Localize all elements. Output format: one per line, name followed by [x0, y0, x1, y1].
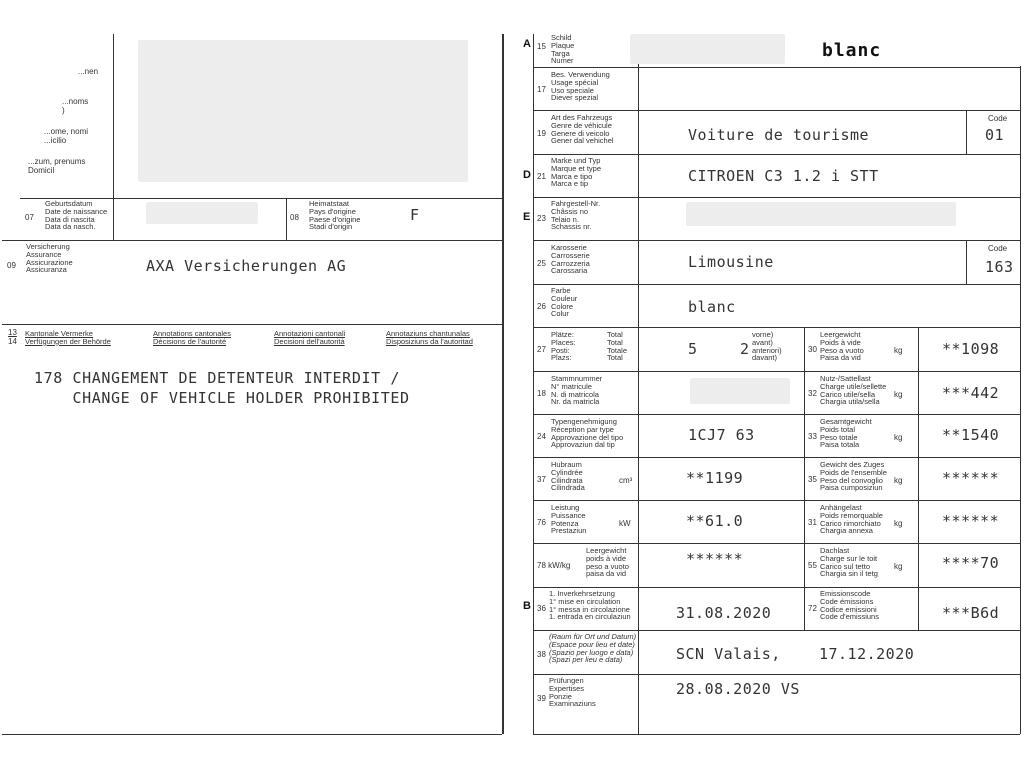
letter-a: A — [523, 38, 531, 50]
owner-label-4: ...zum, prenums Domicil — [28, 158, 86, 175]
f23-num: 23 — [537, 214, 546, 223]
f26-label: Farbe Couleur Colore Colur — [551, 287, 578, 319]
letter-b: B — [523, 600, 531, 612]
f37-label: Hubraum Cylindrée Cilindrata Cilindrada — [551, 461, 585, 493]
row-sep-13 — [533, 587, 1020, 588]
f30-unit: kg — [894, 346, 903, 355]
row-sep-14 — [533, 630, 1020, 631]
f33-label: Gesamtgewicht Poids total Peso totale Paisa totala — [820, 418, 872, 450]
insurance-label: Versicherung Assurance Assicurazione Assicuranza — [26, 243, 73, 275]
home-num: 08 — [290, 213, 299, 222]
code-box-25-divider — [966, 240, 967, 284]
f36-label: 1. Inverkehrsetzung 1° mise en circulation 1° messa in circolazione 1. entrada en circulaziun — [549, 590, 631, 622]
f72-num: 72 — [808, 604, 817, 613]
f21-label: Marke und Typ Marque et type Marca e tipo Marca e tip — [551, 157, 602, 189]
f33-num: 33 — [808, 432, 817, 441]
f25-code: 163 — [985, 258, 1014, 276]
owner-label-3: ...ome, nomi ...icilio — [44, 128, 89, 145]
f78-label: Leergewicht poids à vide peso a vuoto paisa da vid — [586, 547, 629, 579]
row-sep-12 — [533, 543, 1020, 544]
row-sep-15 — [533, 674, 1020, 675]
f37-value: **1199 — [686, 469, 744, 487]
f15-label: Schild Plaque Targa Numer — [551, 34, 575, 66]
f35-unit: kg — [894, 476, 903, 485]
f26-num: 26 — [537, 302, 546, 311]
f36-value: 31.08.2020 — [676, 604, 772, 622]
f39-label: Prüfungen Expertises Ponzie Examinaziuns — [549, 677, 596, 709]
f23-label: Fahrgestell-Nr. Châssis no Telaio n. Schassis nr. — [551, 200, 601, 232]
f24-num: 24 — [537, 432, 546, 441]
left-hline-2 — [2, 240, 502, 241]
f25-value: Limousine — [688, 253, 774, 271]
f55-label: Dachlast Charge sur le toit Carico sul tetto Chargia sin il tetg — [820, 547, 878, 579]
f35-num: 35 — [808, 475, 817, 484]
f76-unit: kW — [619, 519, 631, 528]
row-sep-9 — [533, 414, 1020, 415]
mid-col-left — [804, 327, 805, 630]
f21-value: CITROEN C3 1.2 i STT — [688, 167, 879, 185]
f78-num: 78 kW/kg — [537, 561, 571, 570]
vin-redacted — [686, 202, 956, 226]
f35-label: Gewicht des Zuges Poids de l'ensemble Peso del convoglio Paisa cumposiziun — [820, 461, 887, 493]
right-outer-edge — [1020, 66, 1021, 734]
f35-value: ****** — [942, 469, 1000, 487]
letter-e: E — [523, 211, 531, 223]
row-sep-7 — [533, 327, 1020, 328]
f38-label: (Raum für Ort und Datum) (Espace pour lieu et date) (Spazio per luogo e data) (Spazi per lieu e data) — [549, 633, 637, 665]
f39-value: 28.08.2020 VS — [676, 680, 800, 698]
left-hline-3 — [2, 324, 502, 325]
f31-label: Anhängelast Poids remorquable Carico rimorchiato Chargia annexa — [820, 504, 883, 536]
f27-label: Plätze: Places: Posti: Plazs: — [551, 331, 576, 363]
f55-num: 55 — [808, 561, 817, 570]
f30-value: **1098 — [942, 340, 1000, 358]
row-sep-2 — [533, 110, 1020, 111]
f18-label: Stammnummer N° matricule N. di matricola Nr. da matricla — [551, 375, 603, 407]
f27-num: 27 — [537, 345, 546, 354]
mid-col-right — [918, 327, 919, 630]
f24-value: 1CJ7 63 — [688, 426, 755, 444]
home-divider — [286, 198, 287, 240]
f19-code-label: Code — [988, 114, 1008, 123]
row-sep-4 — [533, 197, 1020, 198]
owner-label-1: ...nen — [78, 68, 99, 76]
left-top-vertical — [113, 34, 114, 198]
center-fold — [502, 34, 504, 734]
letter-d: D — [523, 169, 531, 181]
f32-value: ***442 — [942, 384, 1000, 402]
f36-num: 36 — [537, 604, 546, 613]
row-sep-3 — [533, 154, 1020, 155]
left-hline-1 — [20, 198, 502, 199]
f76-label: Leistung Puissance Potenza Prestaziun — [551, 504, 587, 536]
home-value: F — [410, 206, 420, 224]
matricule-redacted — [690, 378, 790, 404]
f19-label: Art des Fahrzeugs Genre de véhicule Genere di veicolo Gener dal vehichel — [551, 114, 614, 146]
insurance-num: 09 — [7, 261, 16, 270]
f72-value: ***B6d — [942, 604, 1000, 622]
f72-label: Emissionscode Code émissions Codice emissioni Code d'emissiuns — [820, 590, 879, 622]
f27-front-label: vorne) avant) anteriori) davant) — [752, 331, 782, 363]
f25-code-label: Code — [988, 244, 1008, 253]
f32-label: Nutz-/Sattellast Charge utile/sellette Carico utile/sella Chargia utila/sella — [820, 375, 887, 407]
code-box-19-divider — [966, 110, 967, 154]
row-sep-5 — [533, 240, 1020, 241]
f19-value: Voiture de tourisme — [688, 126, 870, 144]
f30-label: Leergewicht Poids à vide Peso a vuoto Paisa da vid — [820, 331, 864, 363]
owner-label-2: ...noms ) — [62, 98, 89, 115]
f15-num: 15 — [537, 42, 546, 51]
row-sep-8 — [533, 371, 1020, 372]
remarks-header-it: Annotazioni cantonali Decisioni dell'autorità — [274, 330, 346, 346]
birth-label: Geburtsdatum Date de naissance Data di nascita Data da nasch. — [45, 200, 108, 232]
owner-redacted — [138, 40, 468, 182]
remarks-num-14: 14 — [8, 337, 17, 346]
f55-value: ****70 — [942, 554, 1000, 572]
birth-redacted — [146, 202, 258, 224]
f31-unit: kg — [894, 519, 903, 528]
f21-num: 21 — [537, 172, 546, 181]
f76-value: **61.0 — [686, 512, 744, 530]
f39-num: 39 — [537, 694, 546, 703]
f19-code: 01 — [985, 126, 1005, 144]
f27-front-value: 2 — [740, 340, 750, 358]
remarks-note: 178 CHANGEMENT DE DETENTEUR INTERDIT / CHANGE OF VEHICLE HOLDER PROHIBITED — [34, 369, 410, 407]
f38-value: SCN Valais, 17.12.2020 — [676, 645, 915, 663]
birth-divider — [113, 198, 114, 240]
f33-unit: kg — [894, 433, 903, 442]
birth-num: 07 — [25, 213, 34, 222]
remarks-header-de: Kantonale Vermerke Verfügungen der Behörde — [25, 330, 111, 346]
f26-value: blanc — [688, 298, 736, 316]
row-sep-11 — [533, 500, 1020, 501]
right-label-col-right — [638, 34, 639, 734]
remarks-header-fr: Annotations cantonales Décisions de l'autorité — [153, 330, 231, 346]
f37-num: 37 — [537, 475, 546, 484]
f76-num: 76 — [537, 518, 546, 527]
f24-label: Typengenehmigung Réception par type Approvazione del tipo Approvaziun dal tip — [551, 418, 624, 450]
f27-label-total: Total Total Totale Total — [607, 331, 628, 363]
f31-num: 31 — [808, 518, 817, 527]
f15-value: blanc — [822, 40, 882, 61]
f19-num: 19 — [537, 129, 546, 138]
f78-value: ****** — [686, 550, 744, 568]
row-sep-16 — [533, 734, 1020, 735]
f30-num: 30 — [808, 345, 817, 354]
remarks-num-13: 13 — [8, 328, 17, 337]
row-sep-10 — [533, 457, 1020, 458]
home-label: Heimatstaat Pays d'origine Paese d'origine Stadi d'origin — [309, 200, 361, 232]
f33-value: **1540 — [942, 426, 1000, 444]
f55-unit: kg — [894, 562, 903, 571]
f32-unit: kg — [894, 390, 903, 399]
f25-num: 25 — [537, 259, 546, 268]
row-sep-6 — [533, 284, 1020, 285]
f37-unit: cm³ — [619, 476, 633, 485]
f31-value: ****** — [942, 512, 1000, 530]
f17-label: Bes. Verwendung Usage spécial Uso speciale Diever spezial — [551, 71, 610, 103]
row-sep-1 — [533, 67, 1020, 68]
f18-num: 18 — [537, 389, 546, 398]
f27-value: 5 — [688, 340, 698, 358]
remarks-header-rm: Annotaziuns chantunalas Disposiziuns da l'autoritad — [386, 330, 473, 346]
plate-redacted — [630, 34, 785, 64]
f38-num: 38 — [537, 650, 546, 659]
insurance-value: AXA Versicherungen AG — [146, 257, 347, 275]
f32-num: 32 — [808, 389, 817, 398]
left-bottom-line — [2, 734, 502, 735]
right-label-col-left — [533, 34, 534, 734]
f17-num: 17 — [537, 85, 546, 94]
f25-label: Karosserie Carrosserie Carrozzeria Carossaria — [551, 244, 590, 276]
